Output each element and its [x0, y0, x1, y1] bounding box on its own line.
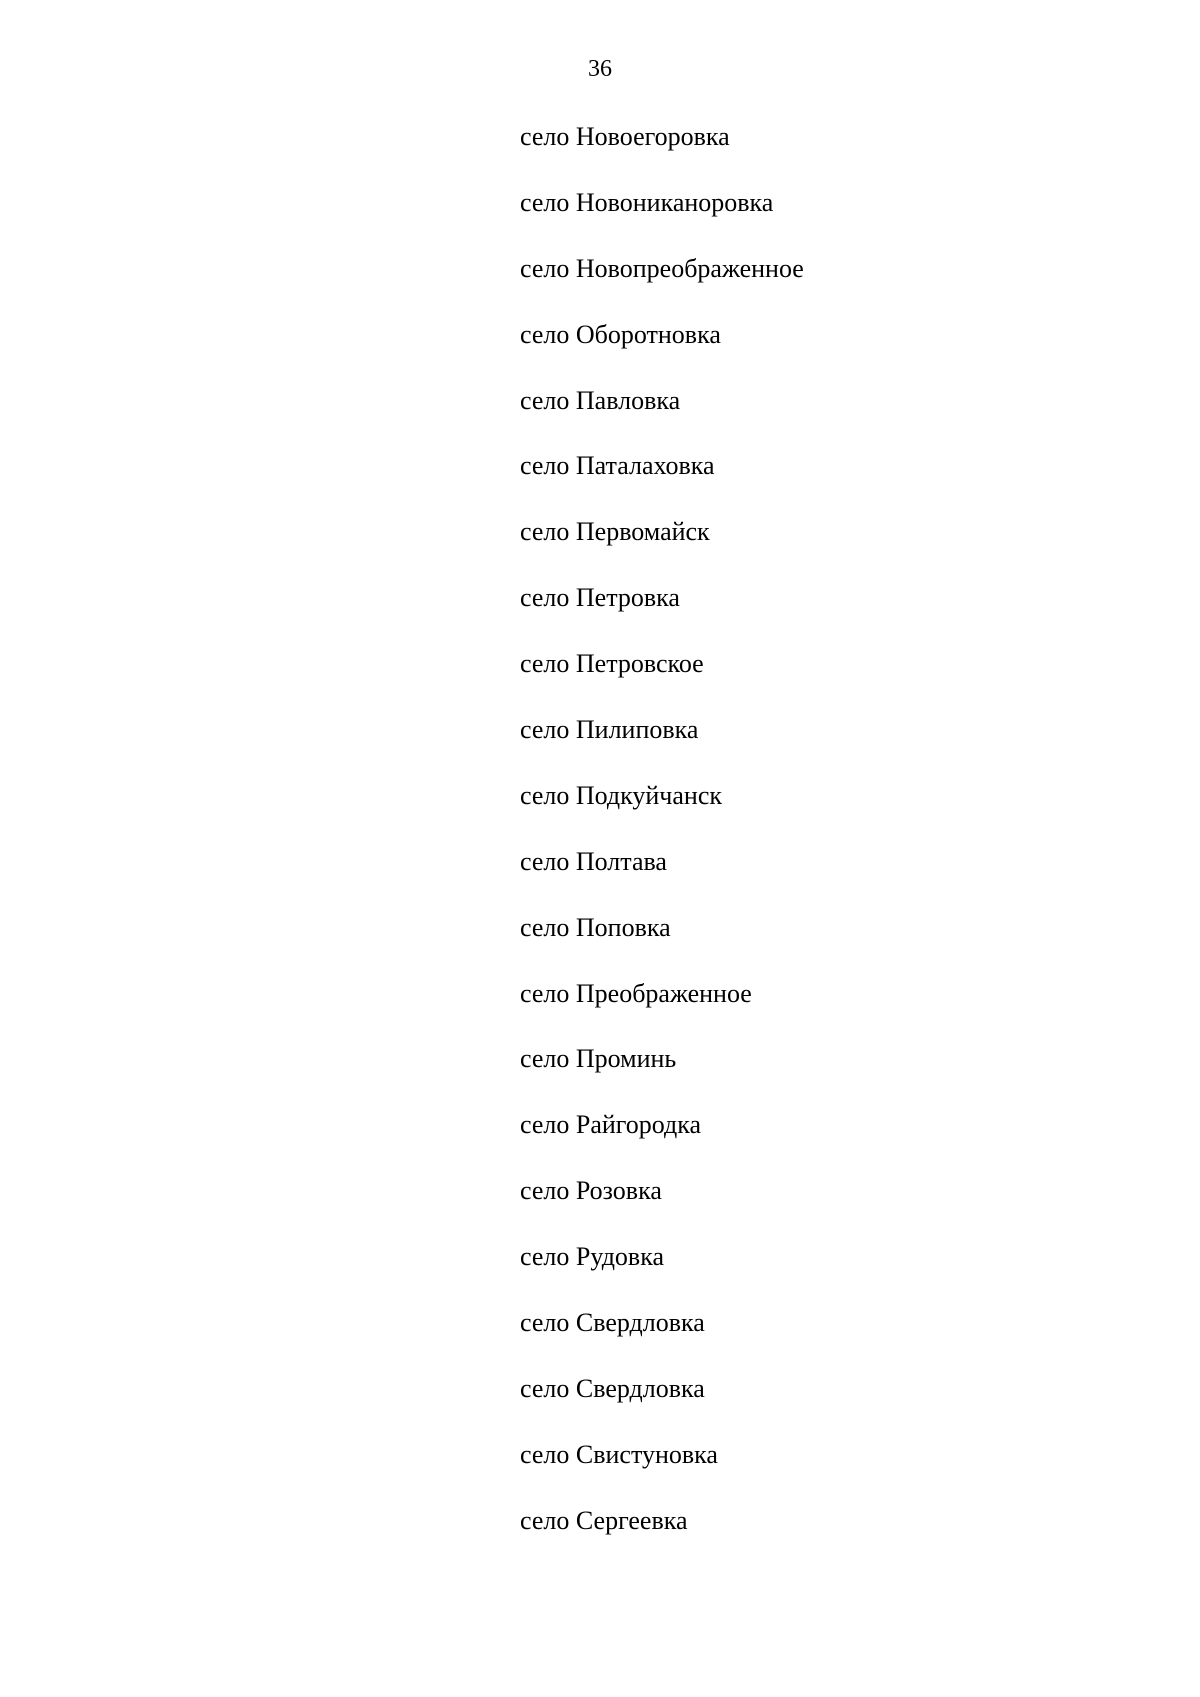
list-item: село Розовка	[520, 1176, 662, 1206]
list-item: село Проминь	[520, 1044, 677, 1074]
list-item: село Сергеевка	[520, 1505, 688, 1535]
list-item: село Оборотновка	[520, 319, 721, 349]
list-item: село Петровка	[520, 583, 680, 613]
list-item: село Свердловка	[520, 1373, 705, 1403]
page-number: 36	[588, 56, 612, 82]
list-item: село Паталаховка	[520, 451, 715, 481]
list-item: село Новониканоровка	[520, 187, 774, 217]
list-item: село Первомайск	[520, 517, 710, 547]
list-item: село Подкуйчанск	[520, 780, 723, 810]
list-item: село Пилиповка	[520, 715, 699, 745]
list-item: село Полтава	[520, 846, 667, 876]
list-item: село Павловка	[520, 385, 681, 415]
list-item: село Свистуновка	[520, 1439, 718, 1469]
list-item: село Райгородка	[520, 1110, 702, 1140]
list-item: село Новопреображенное	[520, 253, 804, 283]
list-item: село Петровское	[520, 649, 704, 679]
locality-list	[520, 122, 804, 1572]
list-item: село Рудовка	[520, 1242, 664, 1272]
list-item: село Новоегоровка	[520, 122, 730, 151]
list-item: село Преображенное	[520, 978, 752, 1008]
list-item: село Свердловка	[520, 1308, 705, 1338]
list-item: село Поповка	[520, 912, 671, 942]
